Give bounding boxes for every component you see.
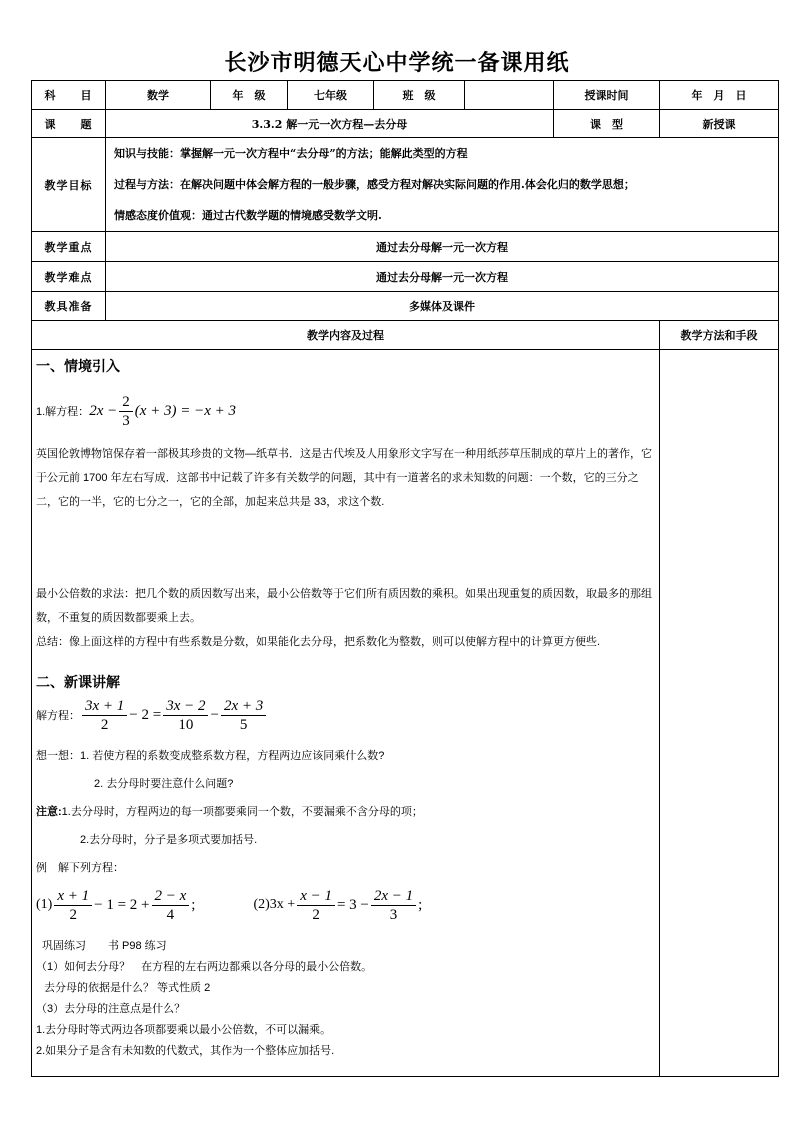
difficulty-label: 教学难点 [32,262,106,292]
lesson-f3-denominator: 5 [239,716,248,733]
intro-eq-prefix: 1.解方程： [36,406,90,418]
practice-a3-1: 1.去分母时等式两边各项都要乘以最小公倍数，不可以漏乘。 [36,1024,332,1036]
lesson-eq-minus: − [210,706,219,723]
practice-line: 巩固练习 书 P98 练习 [42,940,167,952]
ex2-f2-numerator: 2x − 1 [371,887,416,906]
lesson-f2-numerator: 3x − 2 [163,697,208,716]
summary-paragraph: 总结：像上面这样的方程中有些系数是分数，如果能化去分母，把系数化为整数，则可以使解方程中的计算更方便些. [36,636,601,648]
practice-q2: 去分母的依据是什么？ 等式性质 2 [44,982,211,994]
ex1-f2-denominator: 4 [166,906,175,923]
key-point-value: 通过去分母解一元一次方程 [106,232,779,262]
story-paragraph: 英国伦敦博物馆保存着一部极其珍贵的文物—纸草书．这是古代埃及人用象形文字写在一种用纸莎草压制成的草片上的著作，它于公元前 1700 年左右写成．这部书中记载了许多有关数学的问题，其中有一道著名的求未知数的问题：一个数，它的三分之二，它的一半，它的七分之一，它的全部，加起来总共是 33，求这个数. [36,448,652,508]
lesson-eq-minus2: − 2 = [129,706,162,723]
ex1-f2-numerator: 2 − x [152,887,190,906]
note-1: 1.去分母时，方程两边的每一项都要乘同一个数，不要漏乘不含分母的项； [61,806,423,818]
difficulty-value: 通过去分母解一元一次方程 [106,262,779,292]
grade-value: 七年级 [288,81,374,110]
method-column [660,350,779,1077]
subject-label: 科 目 [32,81,106,110]
type-label: 课 型 [554,110,660,138]
intro-eq-fraction [119,393,133,430]
subject-value: 数学 [106,81,211,110]
objectives-label: 教学目标 [32,138,106,232]
ex1-end: ; [191,896,196,913]
time-value: 年 月 日 [660,81,779,110]
tools-label: 教具准备 [32,292,106,321]
note-2: 2.去分母时，分子是多项式要加括号. [80,834,258,846]
key-point-label: 教学重点 [32,232,106,262]
objective-attitude: 情感态度价值观：通过古代数学题的情境感受数学文明. [114,209,382,222]
topic-label: 课 题 [32,110,106,138]
practice-a3-2: 2.如果分子是含有未知数的代数式，其作为一个整体应加括号. [36,1045,335,1057]
practice-q3: （3）去分母的注意点是什么？ [36,1003,186,1015]
lesson-plan-table [31,80,779,1077]
ex2-f1-denominator: 2 [312,906,320,923]
section2-heading: 二、新课讲解 [36,674,120,690]
ex2-middle: = 3 − [336,896,369,913]
ex2-prefix: (2)3x + [253,897,296,912]
objective-knowledge: 知识与技能：掌握解一元一次方程中“去分母”的方法；能解此类型的方程 [114,147,468,160]
topic-value: 3.3.2 解一元一次方程—去分母 [106,110,554,138]
ex1-fraction-2 [152,887,190,924]
class-value [465,81,554,110]
lesson-fraction-1 [82,697,127,734]
intro-eq-denominator: 3 [122,412,130,429]
note-line-1 [36,800,655,824]
example-equations [36,880,655,930]
intro-equation [36,388,655,434]
class-label: 班 级 [374,81,465,110]
ex2-f2-denominator: 3 [389,906,398,923]
tools-value: 多媒体及课件 [106,292,779,321]
lesson-fraction-2 [163,697,208,734]
note-label: 注意: [36,806,62,818]
think-question-2: 2. 去分母时要注意什么问题? [94,778,234,790]
ex1-middle: − 1 = 2 + [94,896,150,913]
ex2-fraction-1 [297,887,335,924]
ex2-end: ; [418,896,423,913]
ex2-f1-numerator: x − 1 [297,887,335,906]
teaching-content [32,350,660,1077]
method-header: 教学方法和手段 [660,321,779,350]
intro-eq-right: (x + 3) = −x + 3 [134,402,237,419]
ex1-f1-numerator: x + 1 [54,887,92,906]
grade-label: 年 级 [211,81,288,110]
lesson-f1-numerator: 3x + 1 [82,697,127,716]
think-question-1: 想一想：1. 若使方程的系数变成整系数方程，方程两边应该同乘什么数? [36,750,385,762]
lesson-fraction-3 [221,697,266,734]
lesson-f1-denominator: 2 [100,716,109,733]
objectives-content [106,138,779,232]
page-title: 长沙市明德天心中学统一备课用纸 [224,51,570,76]
lesson-f3-numerator: 2x + 3 [221,697,266,716]
type-value: 新授课 [660,110,779,138]
objective-process: 过程与方法：在解决问题中体会解方程的一般步骤，感受方程对解决实际问题的作用.体会化归的数学思想； [114,178,635,191]
intro-eq-numerator: 2 [119,393,133,412]
lesson-f2-denominator: 10 [178,716,194,733]
time-label: 授课时间 [554,81,660,110]
content-header: 教学内容及过程 [32,321,660,350]
ex1-prefix: (1) [36,897,53,912]
lcm-paragraph: 最小公倍数的求法：把几个数的质因数写出来，最小公倍数等于它们所有质因数的乘积。如果出现重复的质因数，取最多的那组数，不重复的质因数都要乘上去。 [36,588,652,624]
ex2-fraction-2 [371,887,416,924]
section1-heading: 一、情境引入 [36,358,120,374]
lesson-eq-prefix: 解方程： [36,710,80,722]
ex1-f1-denominator: 2 [69,906,77,923]
ex1-fraction-1 [54,887,92,924]
example-label: 例 解下列方程： [36,862,124,874]
lesson-equation [36,692,655,738]
intro-eq-left: 2x − [89,402,118,419]
practice-q1: （1）如何去分母？ 在方程的左右两边都乘以各分母的最小公倍数。 [36,961,373,973]
